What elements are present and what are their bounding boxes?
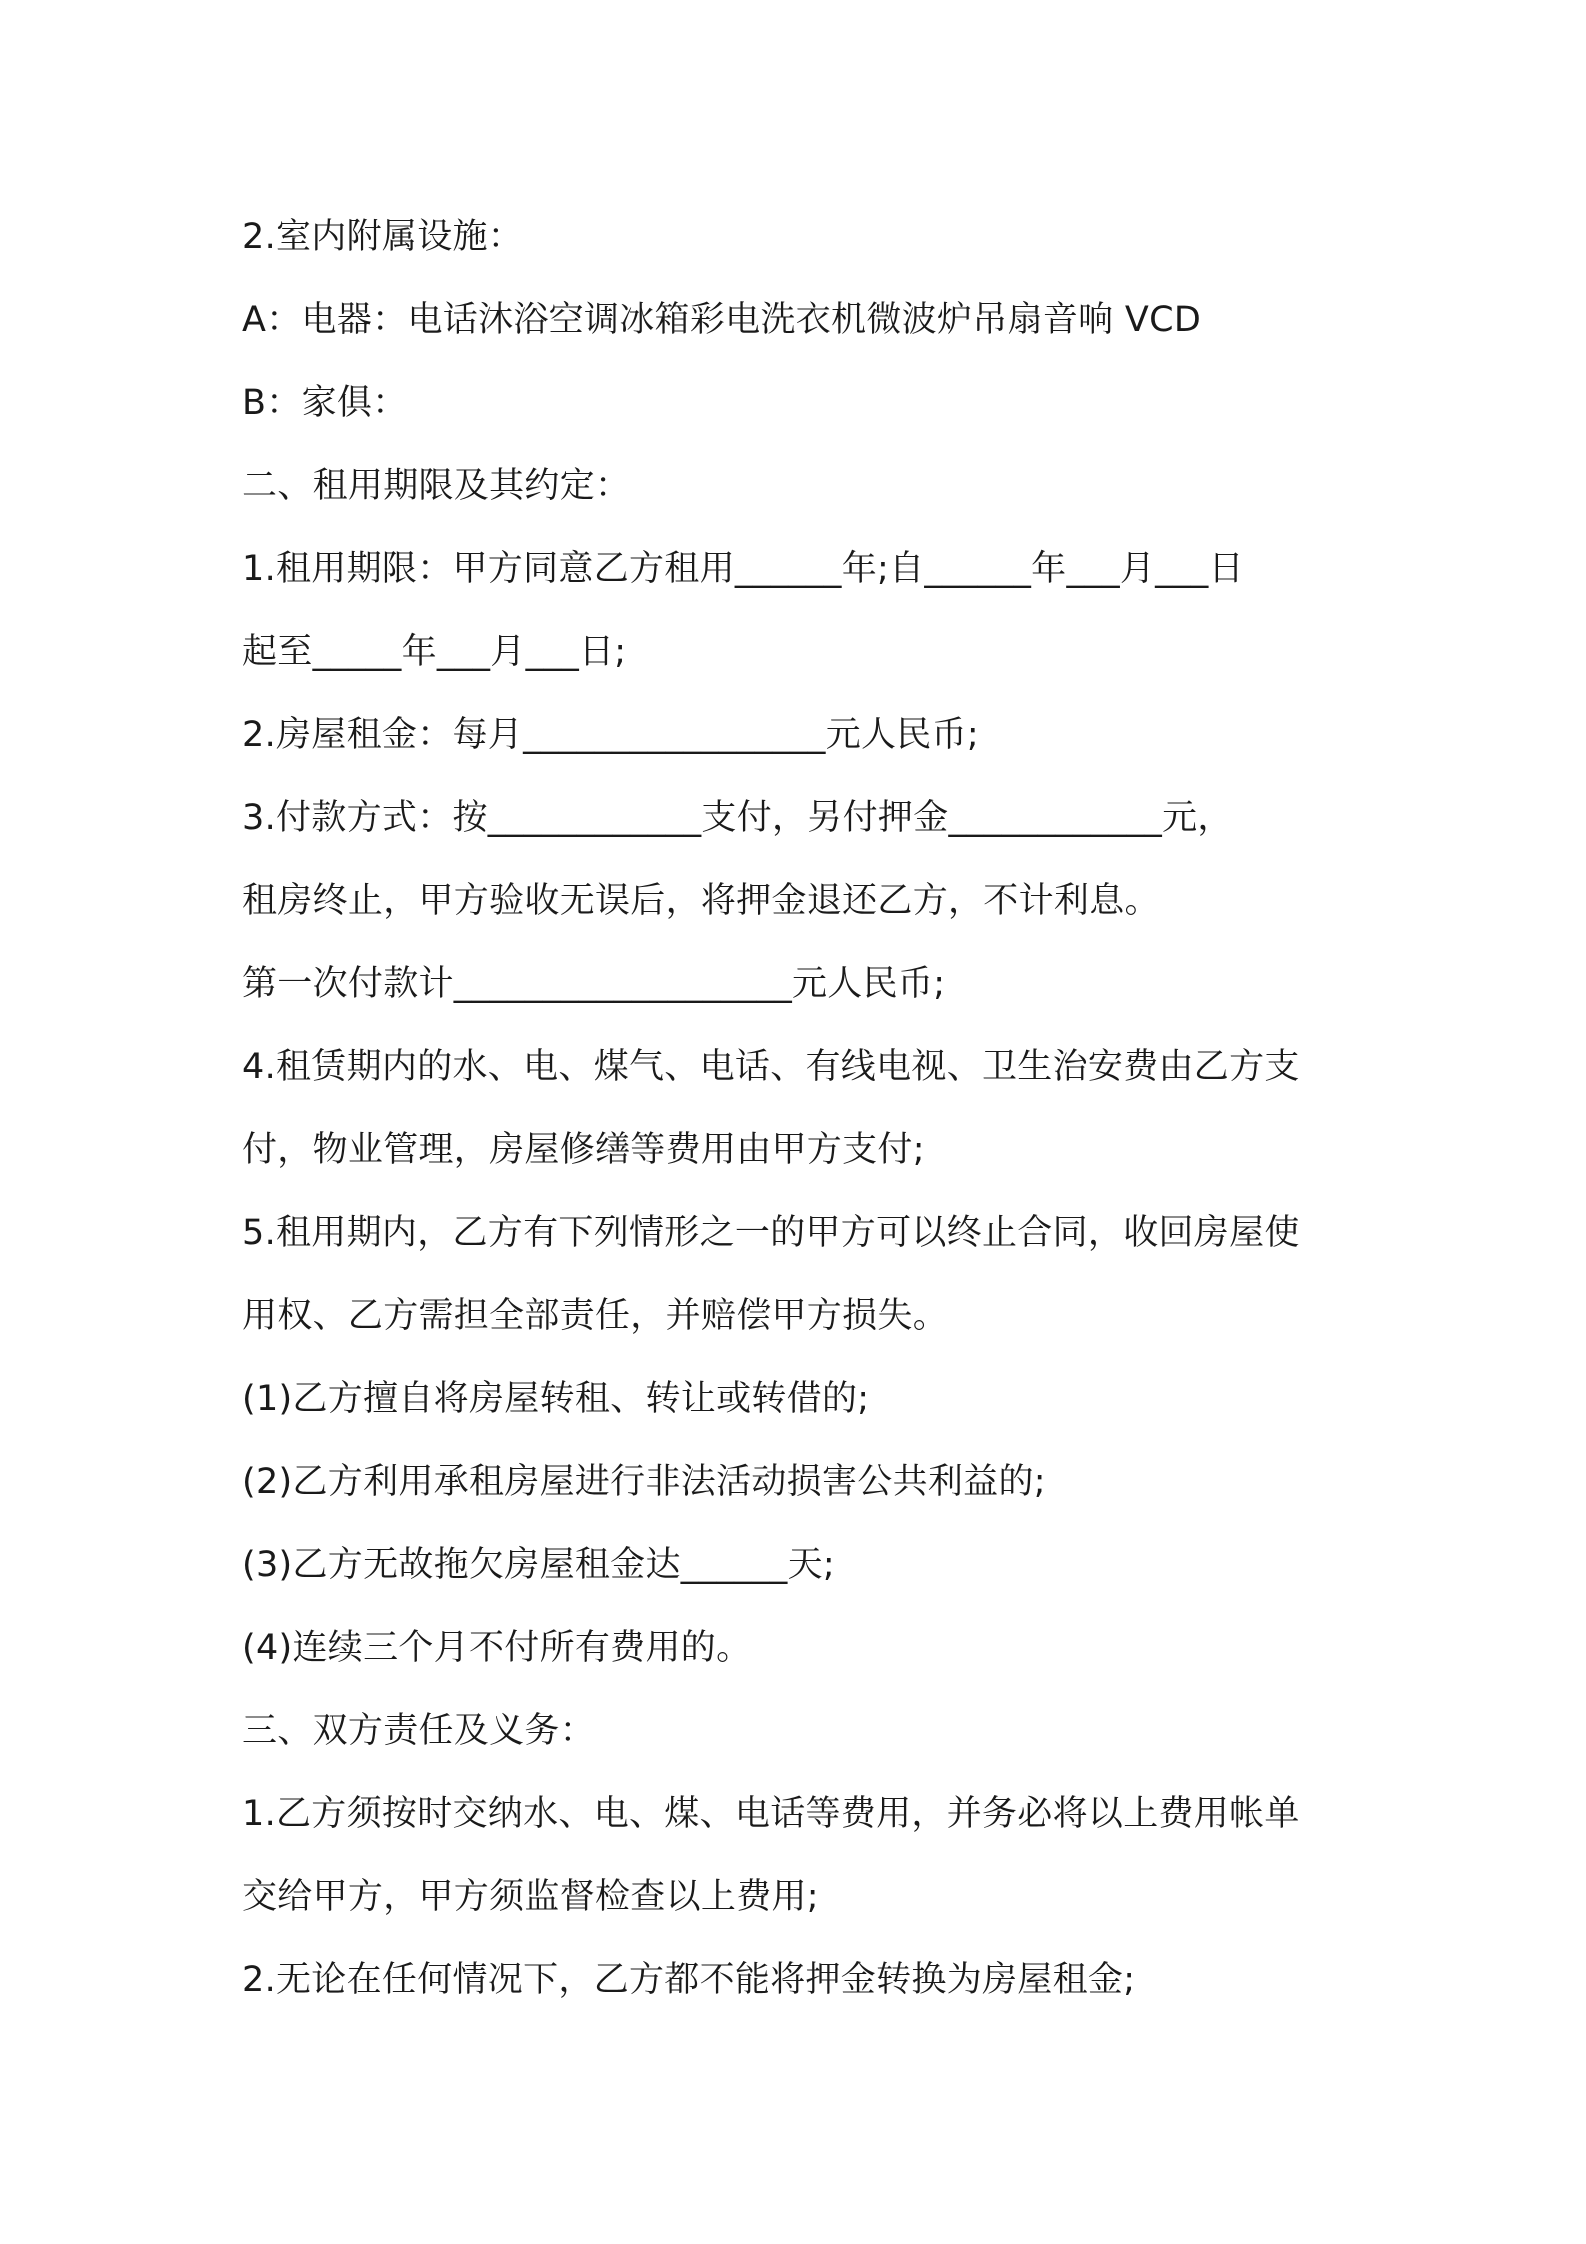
termination-line-cont: 用权、乙方需担全部责任，并赔偿甲方损失。 [242,1296,949,1336]
payment-method-line: 3.付款方式：按____________支付，另付押金____________元， [242,798,1233,838]
condition-1-line: (1)乙方擅自将房屋转租、转让或转借的; [242,1379,870,1419]
appliances-line: A：电器：电话沐浴空调冰箱彩电洗衣机微波炉吊扇音响 VCD [242,300,1202,340]
utilities-line-cont: 付，物业管理，房屋修缮等费用由甲方支付; [242,1130,925,1170]
rent-line: 2.房屋租金：每月_________________元人民币; [242,715,979,755]
condition-4-line: (4)连续三个月不付所有费用的。 [242,1628,752,1668]
lease-term-line-cont: 起至_____年___月___日; [242,632,627,672]
furniture-line: B：家俱： [242,383,408,423]
duty-1-line-cont: 交给甲方，甲方须监督检查以上费用; [242,1877,819,1917]
facilities-heading: 2.室内附属设施： [242,217,524,257]
utilities-line: 4.租赁期内的水、电、煤气、电话、有线电视、卫生治安费由乙方支 [242,1047,1300,1087]
section-three-heading: 三、双方责任及义务： [242,1711,596,1751]
duty-2-line: 2.无论在任何情况下，乙方都不能将押金转换为房屋租金; [242,1960,1136,2000]
first-payment-line: 第一次付款计___________________元人民币; [242,964,946,1004]
duty-1-line: 1.乙方须按时交纳水、电、煤、电话等费用，并务必将以上费用帐单 [242,1794,1300,1834]
section-two-heading: 二、租用期限及其约定： [242,466,631,506]
termination-line: 5.租用期内，乙方有下列情形之一的甲方可以终止合同，收回房屋使 [242,1213,1300,1253]
condition-3-line: (3)乙方无故拖欠房屋租金达______天; [242,1545,835,1585]
lease-term-line: 1.租用期限：甲方同意乙方租用______年;自______年___月___日 [242,549,1244,589]
document-body [242,196,1362,2022]
payment-method-line-cont: 租房终止，甲方验收无误后，将押金退还乙方，不计利息。 [242,881,1160,921]
condition-2-line: (2)乙方利用承租房屋进行非法活动损害公共利益的; [242,1462,1046,1502]
